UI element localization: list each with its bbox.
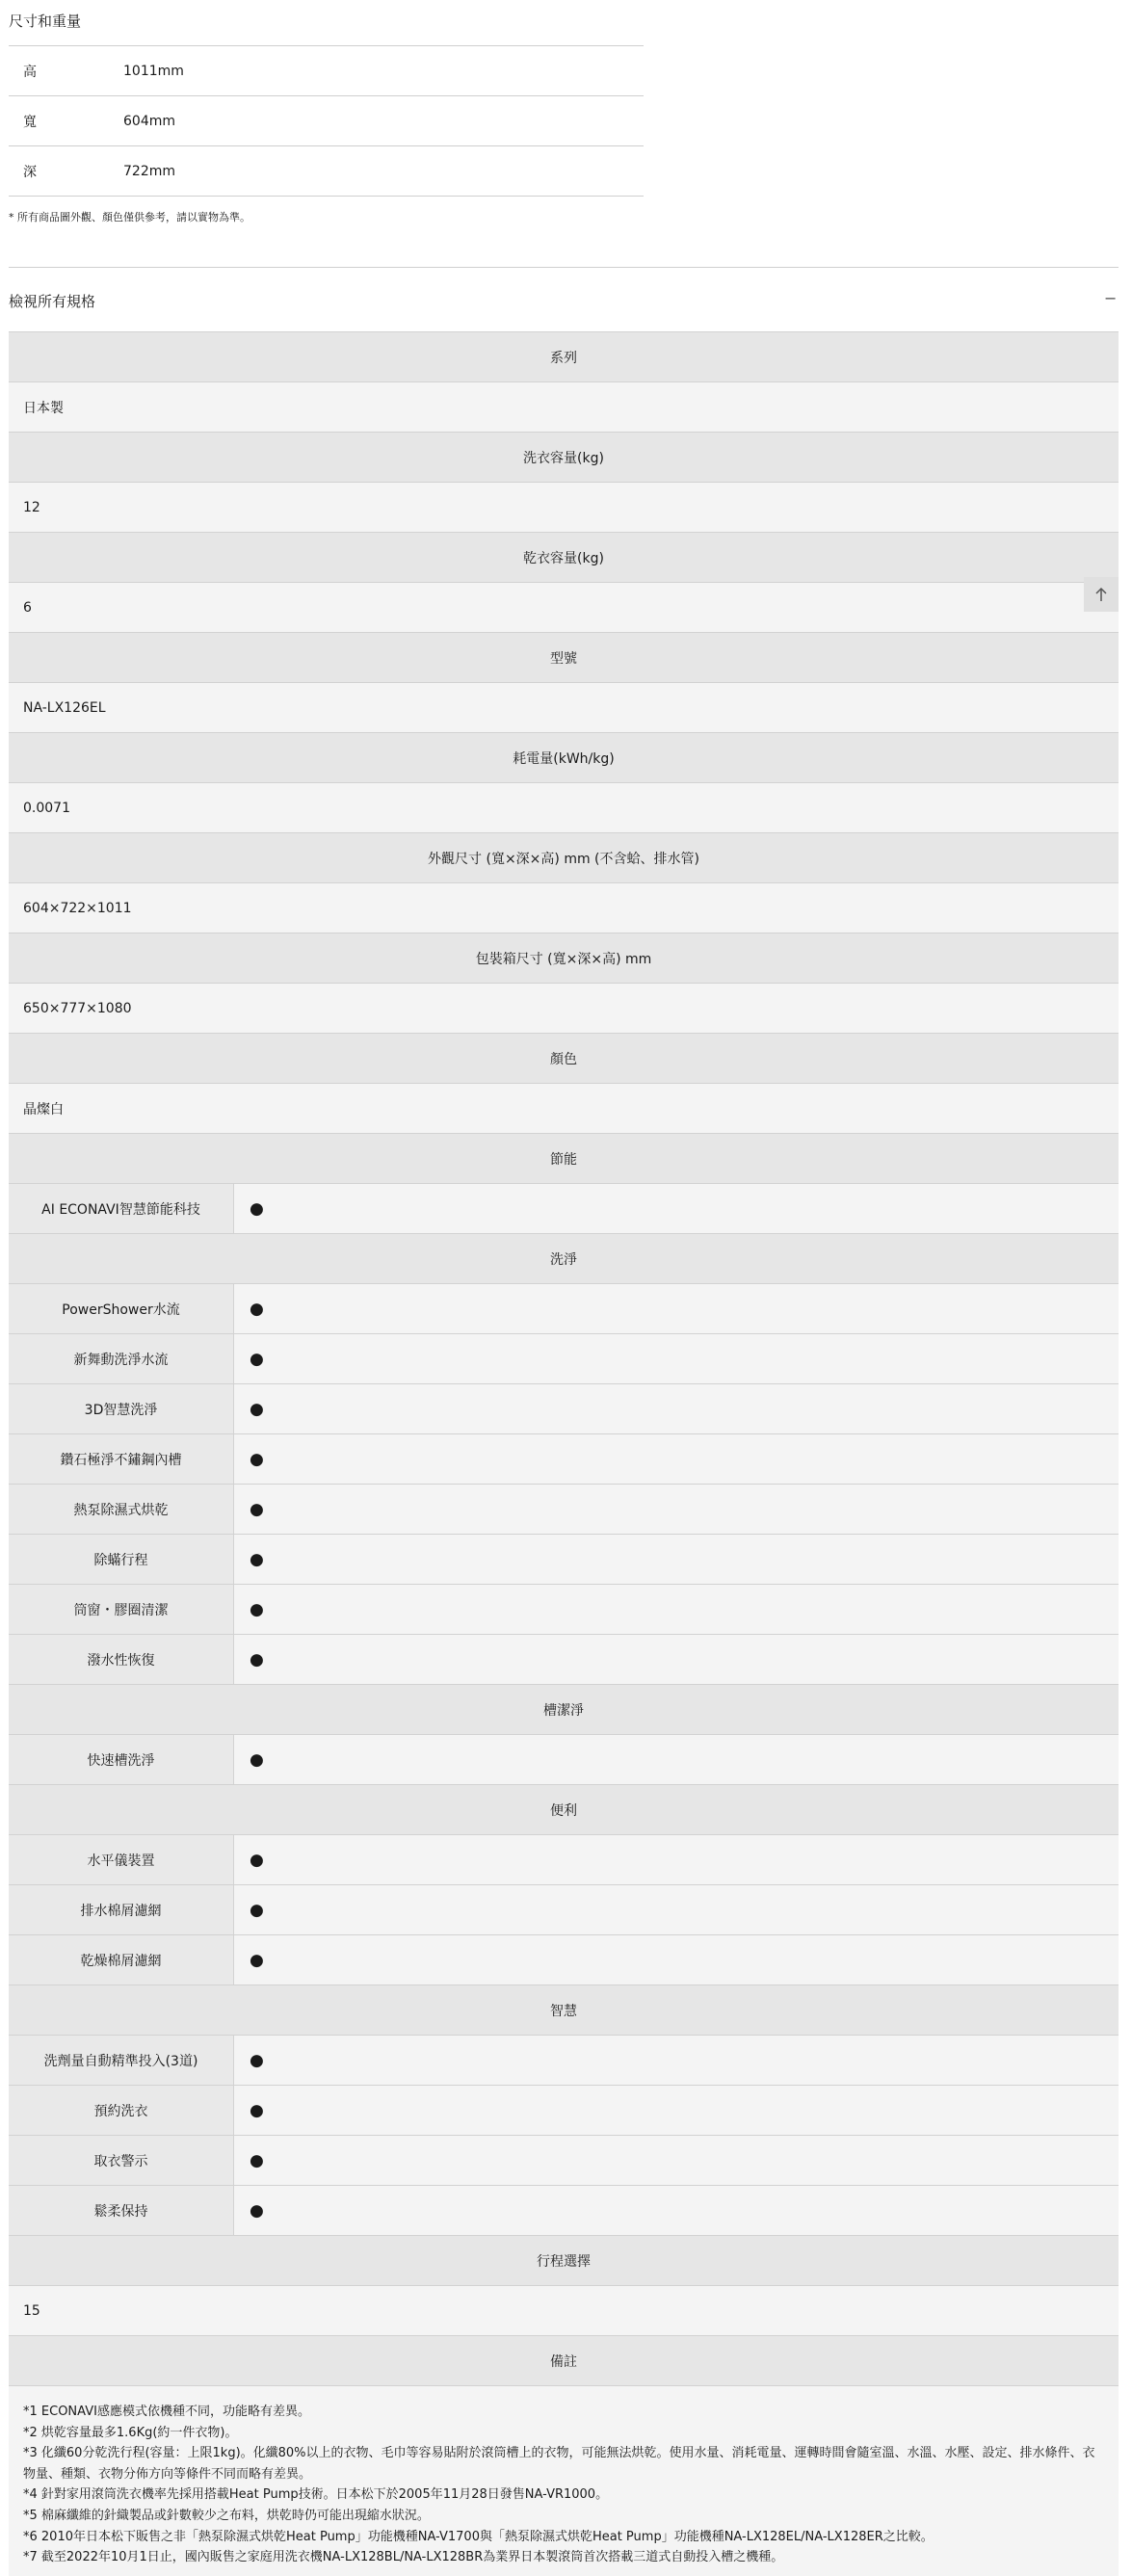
spec-section-header: 洗衣容量(kg)	[9, 433, 1119, 483]
spec-section-header: 便利	[9, 1785, 1119, 1835]
spec-section-header: 槽潔淨	[9, 1685, 1119, 1735]
remark-line: *2 烘乾容量最多1.6Kg(約一件衣物)。	[23, 2425, 238, 2440]
feature-label: 排水棉屑濾網	[9, 1885, 234, 1934]
feature-row	[9, 1284, 1119, 1334]
spec-section-header: 耗電量(kWh/kg)	[9, 733, 1119, 783]
dimensions-title: 尺寸和重量	[9, 13, 82, 30]
feature-row	[9, 1635, 1119, 1685]
spec-value: 12	[9, 483, 1119, 533]
remark-line: *5 棉麻纖維的針織製品或針數較少之布料，烘乾時仍可能出現縮水狀況。	[23, 2508, 430, 2523]
dimensions-note: * 所有商品圖外觀、顏色僅供參考，請以實物為準。	[9, 211, 250, 223]
feature-row	[9, 2086, 1119, 2136]
spec-value: 650×777×1080	[9, 984, 1119, 1034]
feature-row	[9, 1535, 1119, 1585]
remark-line: *3 化纖60分乾洗行程(容量：上限1kg)。化纖80%以上的衣物、毛巾等容易貼附於滾筒槽上的衣物，可能無法烘乾。使用水量、消耗電量、運轉時間會隨室溫、水溫、水壓、設定、排水條件、衣物量、種類、衣物分佈方向等條件不同而略有差異。	[23, 2446, 1095, 2482]
feature-row	[9, 1184, 1119, 1234]
feature-check-mark: ●	[250, 2100, 264, 2120]
feature-row	[9, 1485, 1119, 1535]
spec-value: 0.0071	[9, 783, 1119, 833]
remark-line: *4 針對家用滾筒洗衣機率先採用搭載Heat Pump技術。日本松下於2005年11月28日發售NA-VR1000。	[23, 2487, 609, 2503]
spec-section-header: 備註	[9, 2336, 1119, 2386]
minus-icon[interactable]: −	[1104, 289, 1118, 307]
feature-row	[9, 2036, 1119, 2086]
feature-label: 3D智慧洗淨	[9, 1384, 234, 1433]
spec-value: 15	[9, 2286, 1119, 2336]
feature-label: AI ECONAVI智慧節能科技	[9, 1184, 234, 1233]
spec-section-header: 乾衣容量(kg)	[9, 533, 1119, 583]
spec-section-header: 外觀尺寸 (寬×深×高) mm (不含蛤、排水管)	[9, 833, 1119, 883]
all-specs-toggle-title[interactable]: 檢視所有規格	[9, 293, 96, 310]
feature-check-mark: ●	[250, 1449, 264, 1469]
feature-label: 預約洗衣	[9, 2086, 234, 2135]
arrow-up-icon[interactable]	[1084, 577, 1119, 612]
feature-check-mark: ●	[250, 1599, 264, 1619]
feature-check-mark: ●	[250, 1299, 264, 1319]
feature-row	[9, 2136, 1119, 2186]
feature-check-mark: ●	[250, 2050, 264, 2070]
feature-check-mark: ●	[250, 1749, 264, 1770]
remarks-notes	[9, 2386, 1119, 2576]
dimension-row-depth	[9, 145, 644, 197]
feature-check-mark: ●	[250, 1850, 264, 1870]
spec-value: 604×722×1011	[9, 883, 1119, 933]
dimension-value: 722mm	[123, 163, 175, 179]
dimension-label: 高	[23, 64, 37, 80]
feature-label: 取衣警示	[9, 2136, 234, 2185]
feature-row	[9, 1835, 1119, 1885]
dimension-value: 604mm	[123, 113, 175, 129]
spec-section-header: 顏色	[9, 1034, 1119, 1084]
feature-row	[9, 1885, 1119, 1935]
spec-section-header: 包裝箱尺寸 (寬×深×高) mm	[9, 933, 1119, 984]
feature-check-mark: ●	[250, 1950, 264, 1970]
spec-section-header: 行程選擇	[9, 2236, 1119, 2286]
feature-label: 除蟎行程	[9, 1535, 234, 1584]
spec-value: 日本製	[9, 382, 1119, 433]
section-divider	[9, 267, 1119, 268]
dimension-label: 深	[23, 164, 37, 180]
remark-line: *6 2010年日本松下販售之非「熱泵除濕式烘乾Heat Pump」功能機種NA-V1700與「熱泵除濕式烘乾Heat Pump」功能機種NA-LX128EL/NA-LX128ER之比較。	[23, 2529, 934, 2544]
feature-check-mark: ●	[250, 1649, 264, 1669]
feature-label: 水平儀裝置	[9, 1835, 234, 1884]
dimensions-table	[9, 45, 644, 197]
feature-check-mark: ●	[250, 1399, 264, 1419]
feature-label: 新舞動洗淨水流	[9, 1334, 234, 1383]
feature-label: 洗劑量自動精準投入(3道)	[9, 2036, 234, 2085]
feature-row	[9, 1434, 1119, 1485]
dimension-row-width	[9, 95, 644, 145]
remark-line: *7 截至2022年10月1日止，國內販售之家庭用洗衣機NA-LX128BL/NA-LX128BR為業界日本製滾筒首次搭載三道式自動投入槽之機種。	[23, 2550, 784, 2565]
feature-label: 熱泵除濕式烘乾	[9, 1485, 234, 1534]
remark-line: *1 ECONAVI感應模式依機種不同，功能略有差異。	[23, 2405, 310, 2419]
feature-check-mark: ●	[250, 1349, 264, 1369]
feature-check-mark: ●	[250, 1499, 264, 1519]
spec-value: 晶燦白	[9, 1084, 1119, 1134]
feature-row	[9, 2186, 1119, 2236]
feature-check-mark: ●	[250, 1549, 264, 1569]
spec-section-header: 系列	[9, 332, 1119, 382]
feature-row	[9, 1334, 1119, 1384]
feature-label: 潑水性恢復	[9, 1635, 234, 1684]
spec-section-header: 型號	[9, 633, 1119, 683]
dimension-value: 1011mm	[123, 63, 184, 79]
feature-label: 鑽石極淨不鏽鋼內槽	[9, 1434, 234, 1484]
spec-section-header: 節能	[9, 1134, 1119, 1184]
feature-label: 筒窗・膠圈清潔	[9, 1585, 234, 1634]
feature-check-mark: ●	[250, 2200, 264, 2221]
spec-section-header: 洗淨	[9, 1234, 1119, 1284]
spec-section-header: 智慧	[9, 1985, 1119, 2036]
feature-check-mark: ●	[250, 1900, 264, 1920]
feature-label: 乾燥棉屑濾網	[9, 1935, 234, 1985]
feature-label: PowerShower水流	[9, 1284, 234, 1333]
feature-check-mark: ●	[250, 1198, 264, 1219]
spec-table	[9, 331, 1119, 2576]
feature-row	[9, 1735, 1119, 1785]
feature-label: 鬆柔保持	[9, 2186, 234, 2235]
spec-value: 6	[9, 583, 1119, 633]
spec-value: NA-LX126EL	[9, 683, 1119, 733]
dimension-row-height	[9, 45, 644, 95]
dimension-label: 寬	[23, 114, 37, 130]
feature-row	[9, 1935, 1119, 1985]
feature-label: 快速槽洗淨	[9, 1735, 234, 1784]
feature-row	[9, 1384, 1119, 1434]
feature-row	[9, 1585, 1119, 1635]
feature-check-mark: ●	[250, 2150, 264, 2170]
